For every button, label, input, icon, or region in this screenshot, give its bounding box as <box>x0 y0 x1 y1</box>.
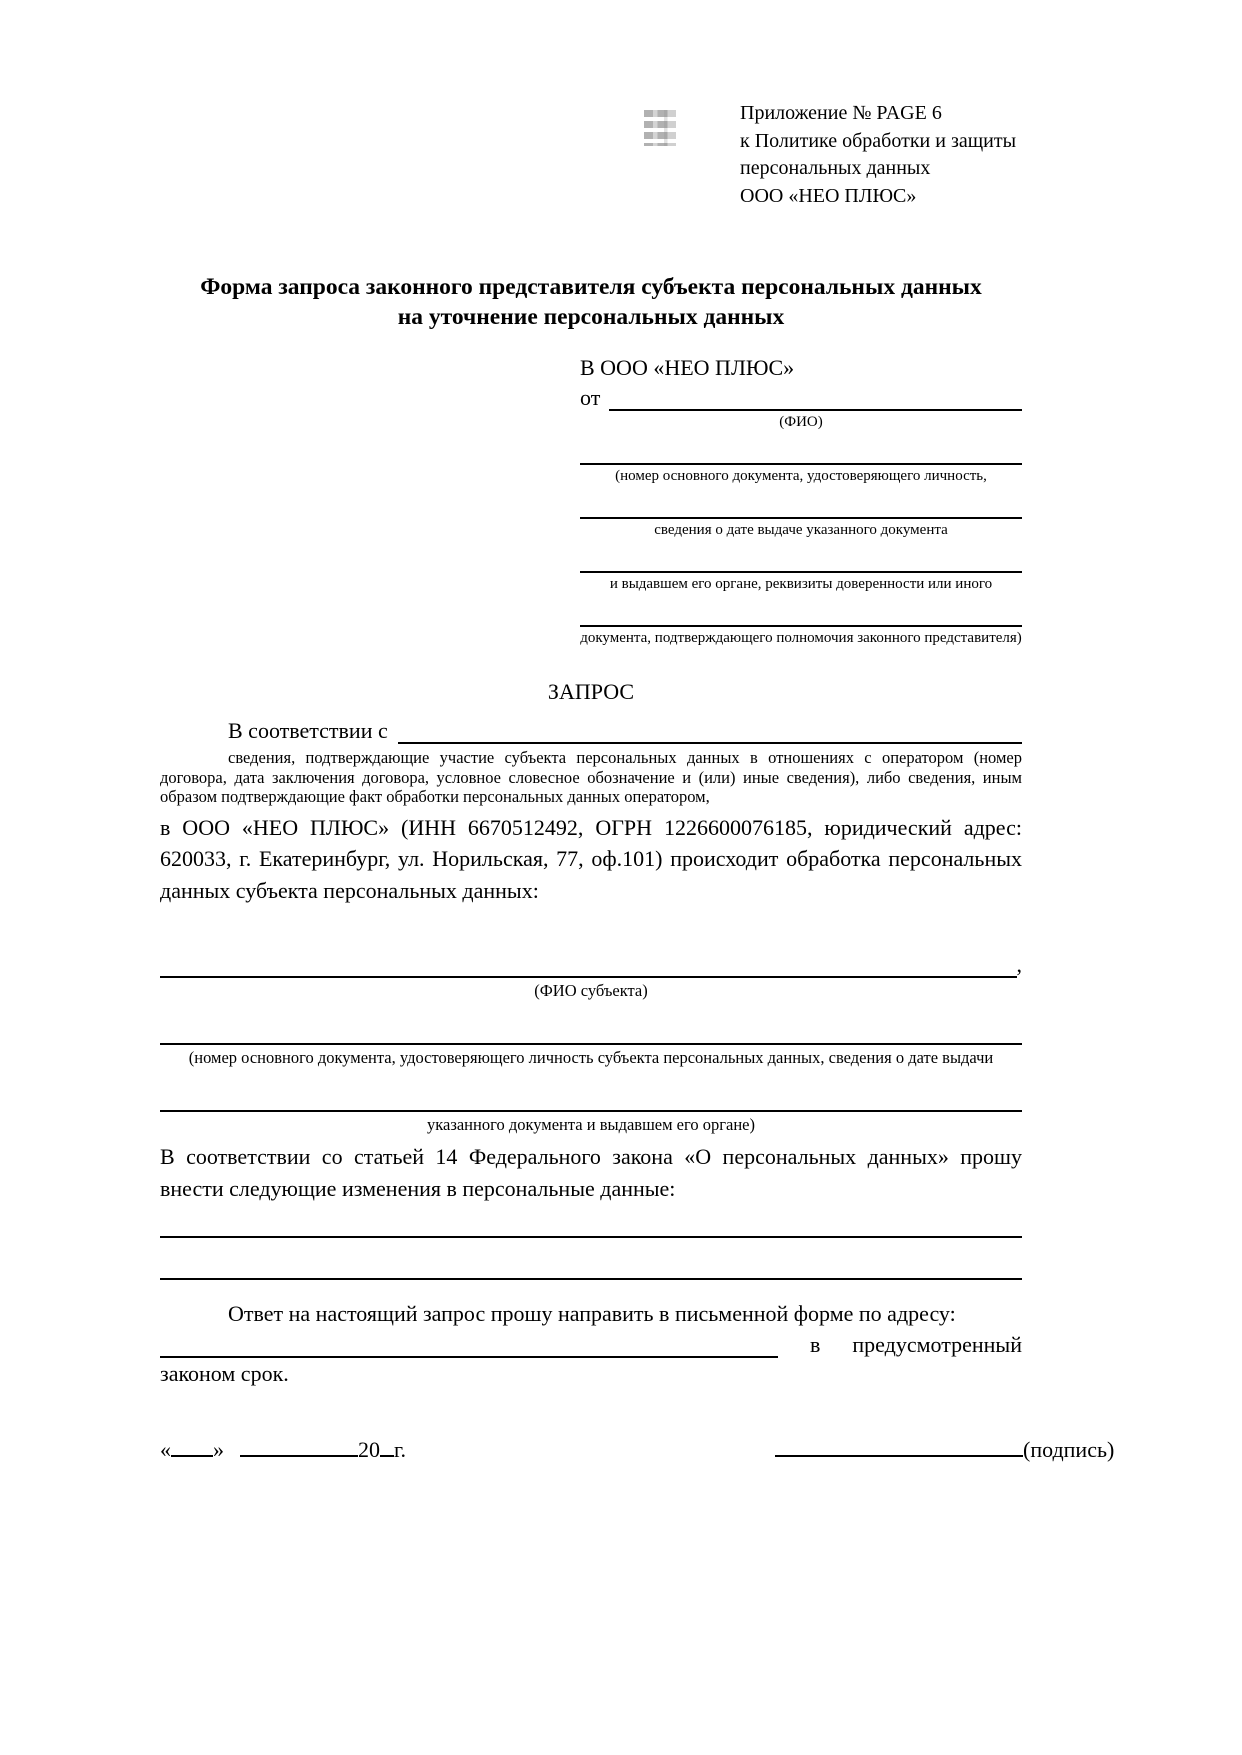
header-appendix: Приложение № PAGE 6 <box>740 102 942 124</box>
date-quote-close: » <box>213 1437 224 1462</box>
date-year-write-line <box>380 1433 394 1457</box>
header-org-name: ООО «НЕО ПЛЮС» <box>740 184 917 207</box>
answer-word-v: в <box>810 1331 821 1357</box>
article-paragraph: В соответствии со статьей 14 Федерального закона «О персональных данных» прошу внести следующие изменения в персональные данные: <box>160 1144 1022 1201</box>
document-body <box>160 272 1115 1475</box>
address-write-line <box>160 1334 778 1358</box>
doc-caption-3: и выдавшем его органе, реквизиты доверенности или иного <box>609 576 993 592</box>
subject-doc-caption-1: (номер основного документа, удостоверяющего личность субъекта персональных данных, сведения о дате выдачи <box>188 1048 994 1067</box>
embedded-object-placeholder-icon <box>644 110 676 146</box>
signature-row <box>160 1433 1115 1475</box>
date-year-prefix: 20 <box>358 1437 380 1462</box>
header-policy-line-1: к Политике обработки и защиты <box>740 129 1017 152</box>
operator-paragraph: в ООО «НЕО ПЛЮС» (ИНН 6670512492, ОГРН 1226600076185, юридический адрес: 620033, г. Екатеринбург, ул. Норильская, 77, оф.101) происходит обработка персональных данных субъекта персональных данных: <box>160 814 1022 903</box>
doc-authority-write-line <box>580 594 1022 627</box>
fio-caption: (ФИО) <box>779 414 823 430</box>
subject-doc-write-line-1 <box>160 1001 1022 1045</box>
fio-write-line <box>609 387 1022 411</box>
doc-caption-4: документа, подтверждающего полномочия законного представителя) <box>580 630 1022 646</box>
date-year-suffix: г. <box>394 1437 407 1462</box>
subject-fio-row <box>160 952 1022 978</box>
date-field <box>160 1433 406 1463</box>
page-title-line-1: Форма запроса законного представителя субъекта персональных данных <box>200 274 982 300</box>
doc-number-write-line <box>580 432 1022 465</box>
subject-doc-caption-2: указанного документа и выдавшем его органе) <box>427 1115 755 1134</box>
accordance-row <box>160 718 1022 744</box>
signature-field <box>775 1433 1114 1463</box>
from-label: от <box>580 385 601 410</box>
addressee-to: В ООО «НЕО ПЛЮС» <box>580 355 795 380</box>
header-policy-line-2: персональных данных <box>740 157 931 179</box>
signature-write-line <box>775 1433 1023 1457</box>
changes-write-line-2 <box>160 1238 1022 1280</box>
accordance-write-line <box>398 720 1022 744</box>
date-day-write-line <box>171 1433 213 1457</box>
page-title <box>160 272 1022 332</box>
accordance-prefix: В соответствии с <box>228 718 388 743</box>
changes-write-line-1 <box>160 1204 1022 1238</box>
answer-sentence: Ответ на настоящий запрос прошу направить в письменной форме по адресу: <box>228 1301 956 1326</box>
answer-word-predusmotrenny: предусмотренный <box>852 1331 1022 1357</box>
footnote-text: сведения, подтверждающие участие субъекта персональных данных в отношениях с оператором (номер договора, дата заключения договора, условное словесное обозначение и (или) иные сведения), либо сведения, иным образом подтверждающие факт обработки персональных данных оператором, <box>160 748 1022 806</box>
trailing-comma: , <box>1016 952 1022 977</box>
page-title-line-2: на уточнение персональных данных <box>397 304 785 330</box>
doc-caption-2: сведения о дате выдаче указанного документа <box>654 522 948 538</box>
doc-date-write-line <box>580 486 1022 519</box>
date-quote-open: « <box>160 1437 171 1462</box>
doc-issuer-write-line <box>580 540 1022 573</box>
answer-address-row <box>160 1332 1022 1358</box>
signature-caption: (подпись) <box>1023 1437 1115 1462</box>
header-block <box>740 100 1040 210</box>
date-month-write-line <box>240 1433 358 1457</box>
answer-tail-line: законом срок. <box>160 1360 289 1386</box>
subject-fio-write-line <box>160 954 1017 978</box>
addressee-block <box>580 354 1022 648</box>
subject-doc-write-line-2 <box>160 1068 1022 1112</box>
request-heading: ЗАПРОС <box>547 679 635 704</box>
doc-caption-1: (номер основного документа, удостоверяющего личность, <box>615 468 987 484</box>
from-row <box>580 385 1022 411</box>
subject-fio-caption: (ФИО субъекта) <box>534 981 648 1000</box>
